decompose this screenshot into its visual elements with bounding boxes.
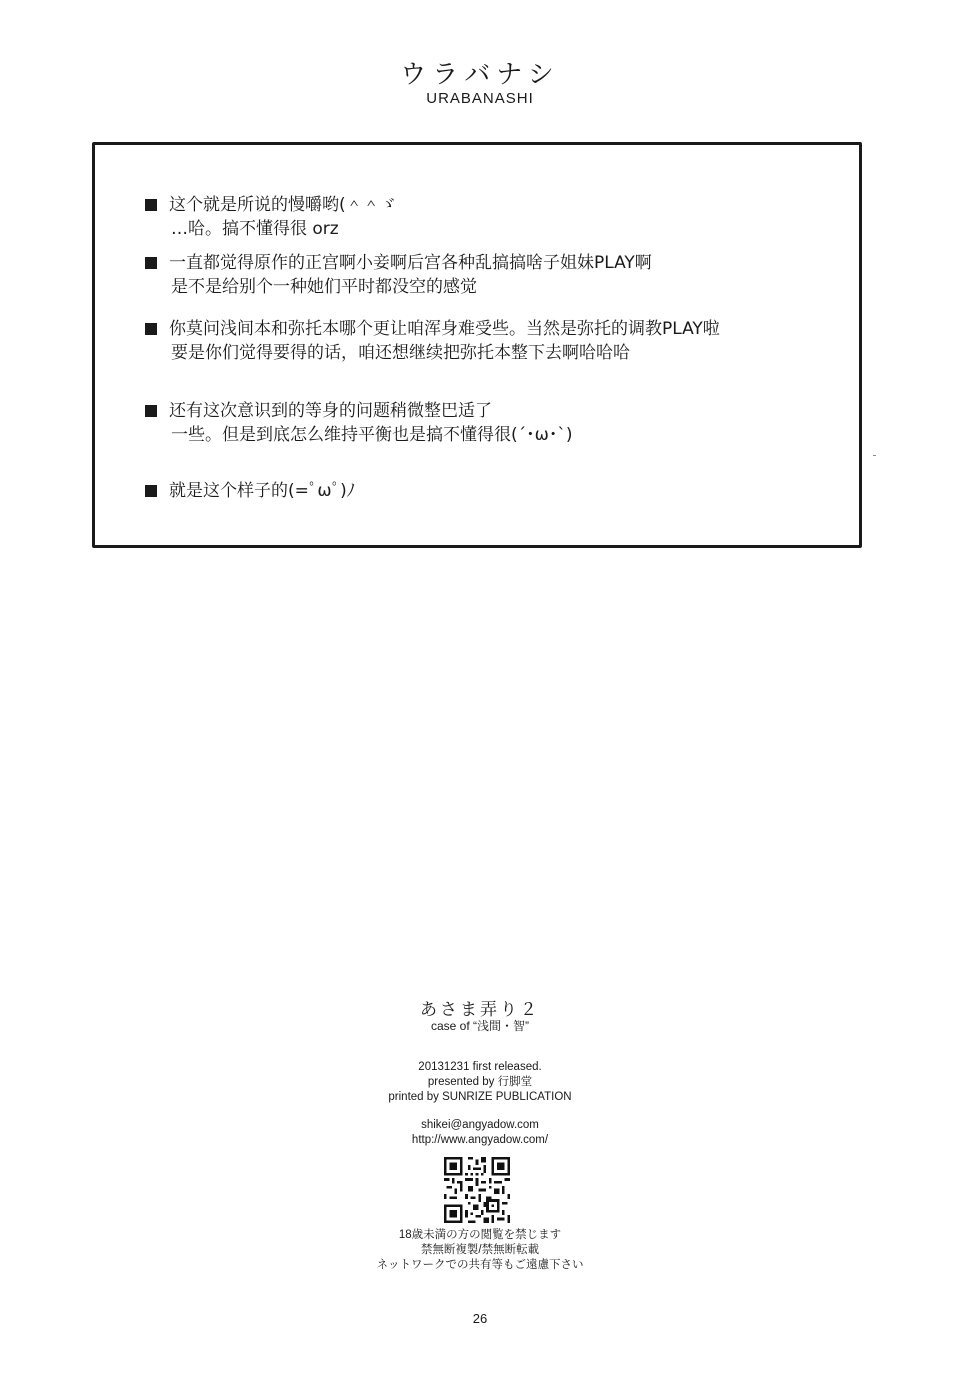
note-line [145, 479, 845, 503]
note-line [145, 399, 845, 423]
note-text: 就是这个样子的(=ﾟωﾟ)ﾉ [169, 481, 356, 501]
note-line: 要是你们觉得要得的话，咱还想继续把弥托本整下去啊哈哈哈 [171, 343, 630, 363]
book-subtitle: case of “浅間・智” [430, 1019, 530, 1033]
copy-restriction-text: 禁無断複製/禁無断転載 [420, 1244, 540, 1256]
square-bullet-icon [145, 323, 157, 335]
section-title-romaji: URABANASHI [426, 90, 534, 107]
page-header [0, 60, 960, 107]
square-bullet-icon [145, 199, 157, 211]
contact-info [0, 1118, 960, 1148]
note-1 [145, 193, 845, 241]
square-bullet-icon [145, 405, 157, 417]
note-text: 还有这次意识到的等身的问题稍微整巴适了 [169, 401, 492, 421]
publisher-circle: presented by 行脚堂 [427, 1076, 533, 1088]
note-line: …哈。搞不懂得很 orz [171, 219, 339, 239]
note-line [145, 193, 845, 217]
note-text: 你莫问浅间本和弥托本哪个更让咱浑身难受些。当然是弥托的调教PLAY啦 [169, 319, 720, 339]
note-text: 一直都觉得原作的正宫啊小妾啊后宫各种乱搞搞啥子姐妹PLAY啊 [169, 253, 652, 273]
note-line [145, 251, 845, 275]
qr-code-icon [444, 1157, 510, 1223]
note-5 [145, 479, 845, 503]
release-date: 20131231 first released. [418, 1061, 542, 1073]
legal-notice [0, 1228, 960, 1273]
note-4 [145, 399, 845, 447]
note-line: 是不是给别个一种她们平时都没空的感觉 [171, 277, 477, 297]
book-title: あさま弄り２ [420, 1000, 540, 1019]
note-line: 一些。但是到底怎么维持平衡也是搞不懂得很(´･ω･`) [171, 425, 573, 445]
age-restriction-text: 18歳未満の方の閲覧を禁じます [398, 1229, 562, 1241]
note-line [145, 317, 845, 341]
email-address: shikei@angyadow.com [421, 1119, 539, 1131]
square-bullet-icon [145, 485, 157, 497]
scan-speck [873, 455, 876, 456]
note-3 [145, 317, 845, 365]
printer: printed by SUNRIZE PUBLICATION [388, 1091, 572, 1103]
afterword-box [92, 142, 862, 548]
note-text: 这个就是所说的慢嚼哟(＾＾ゞ [169, 195, 397, 215]
page-number: 26 [472, 1311, 488, 1326]
release-info [0, 1060, 960, 1105]
section-title-jp: ウラバナシ [400, 60, 560, 90]
website-url: http://www.angyadow.com/ [411, 1134, 549, 1146]
square-bullet-icon [145, 257, 157, 269]
sharing-restriction-text: ネットワークでの共有等もご遠慮下さい [376, 1259, 584, 1271]
note-2 [145, 251, 845, 299]
